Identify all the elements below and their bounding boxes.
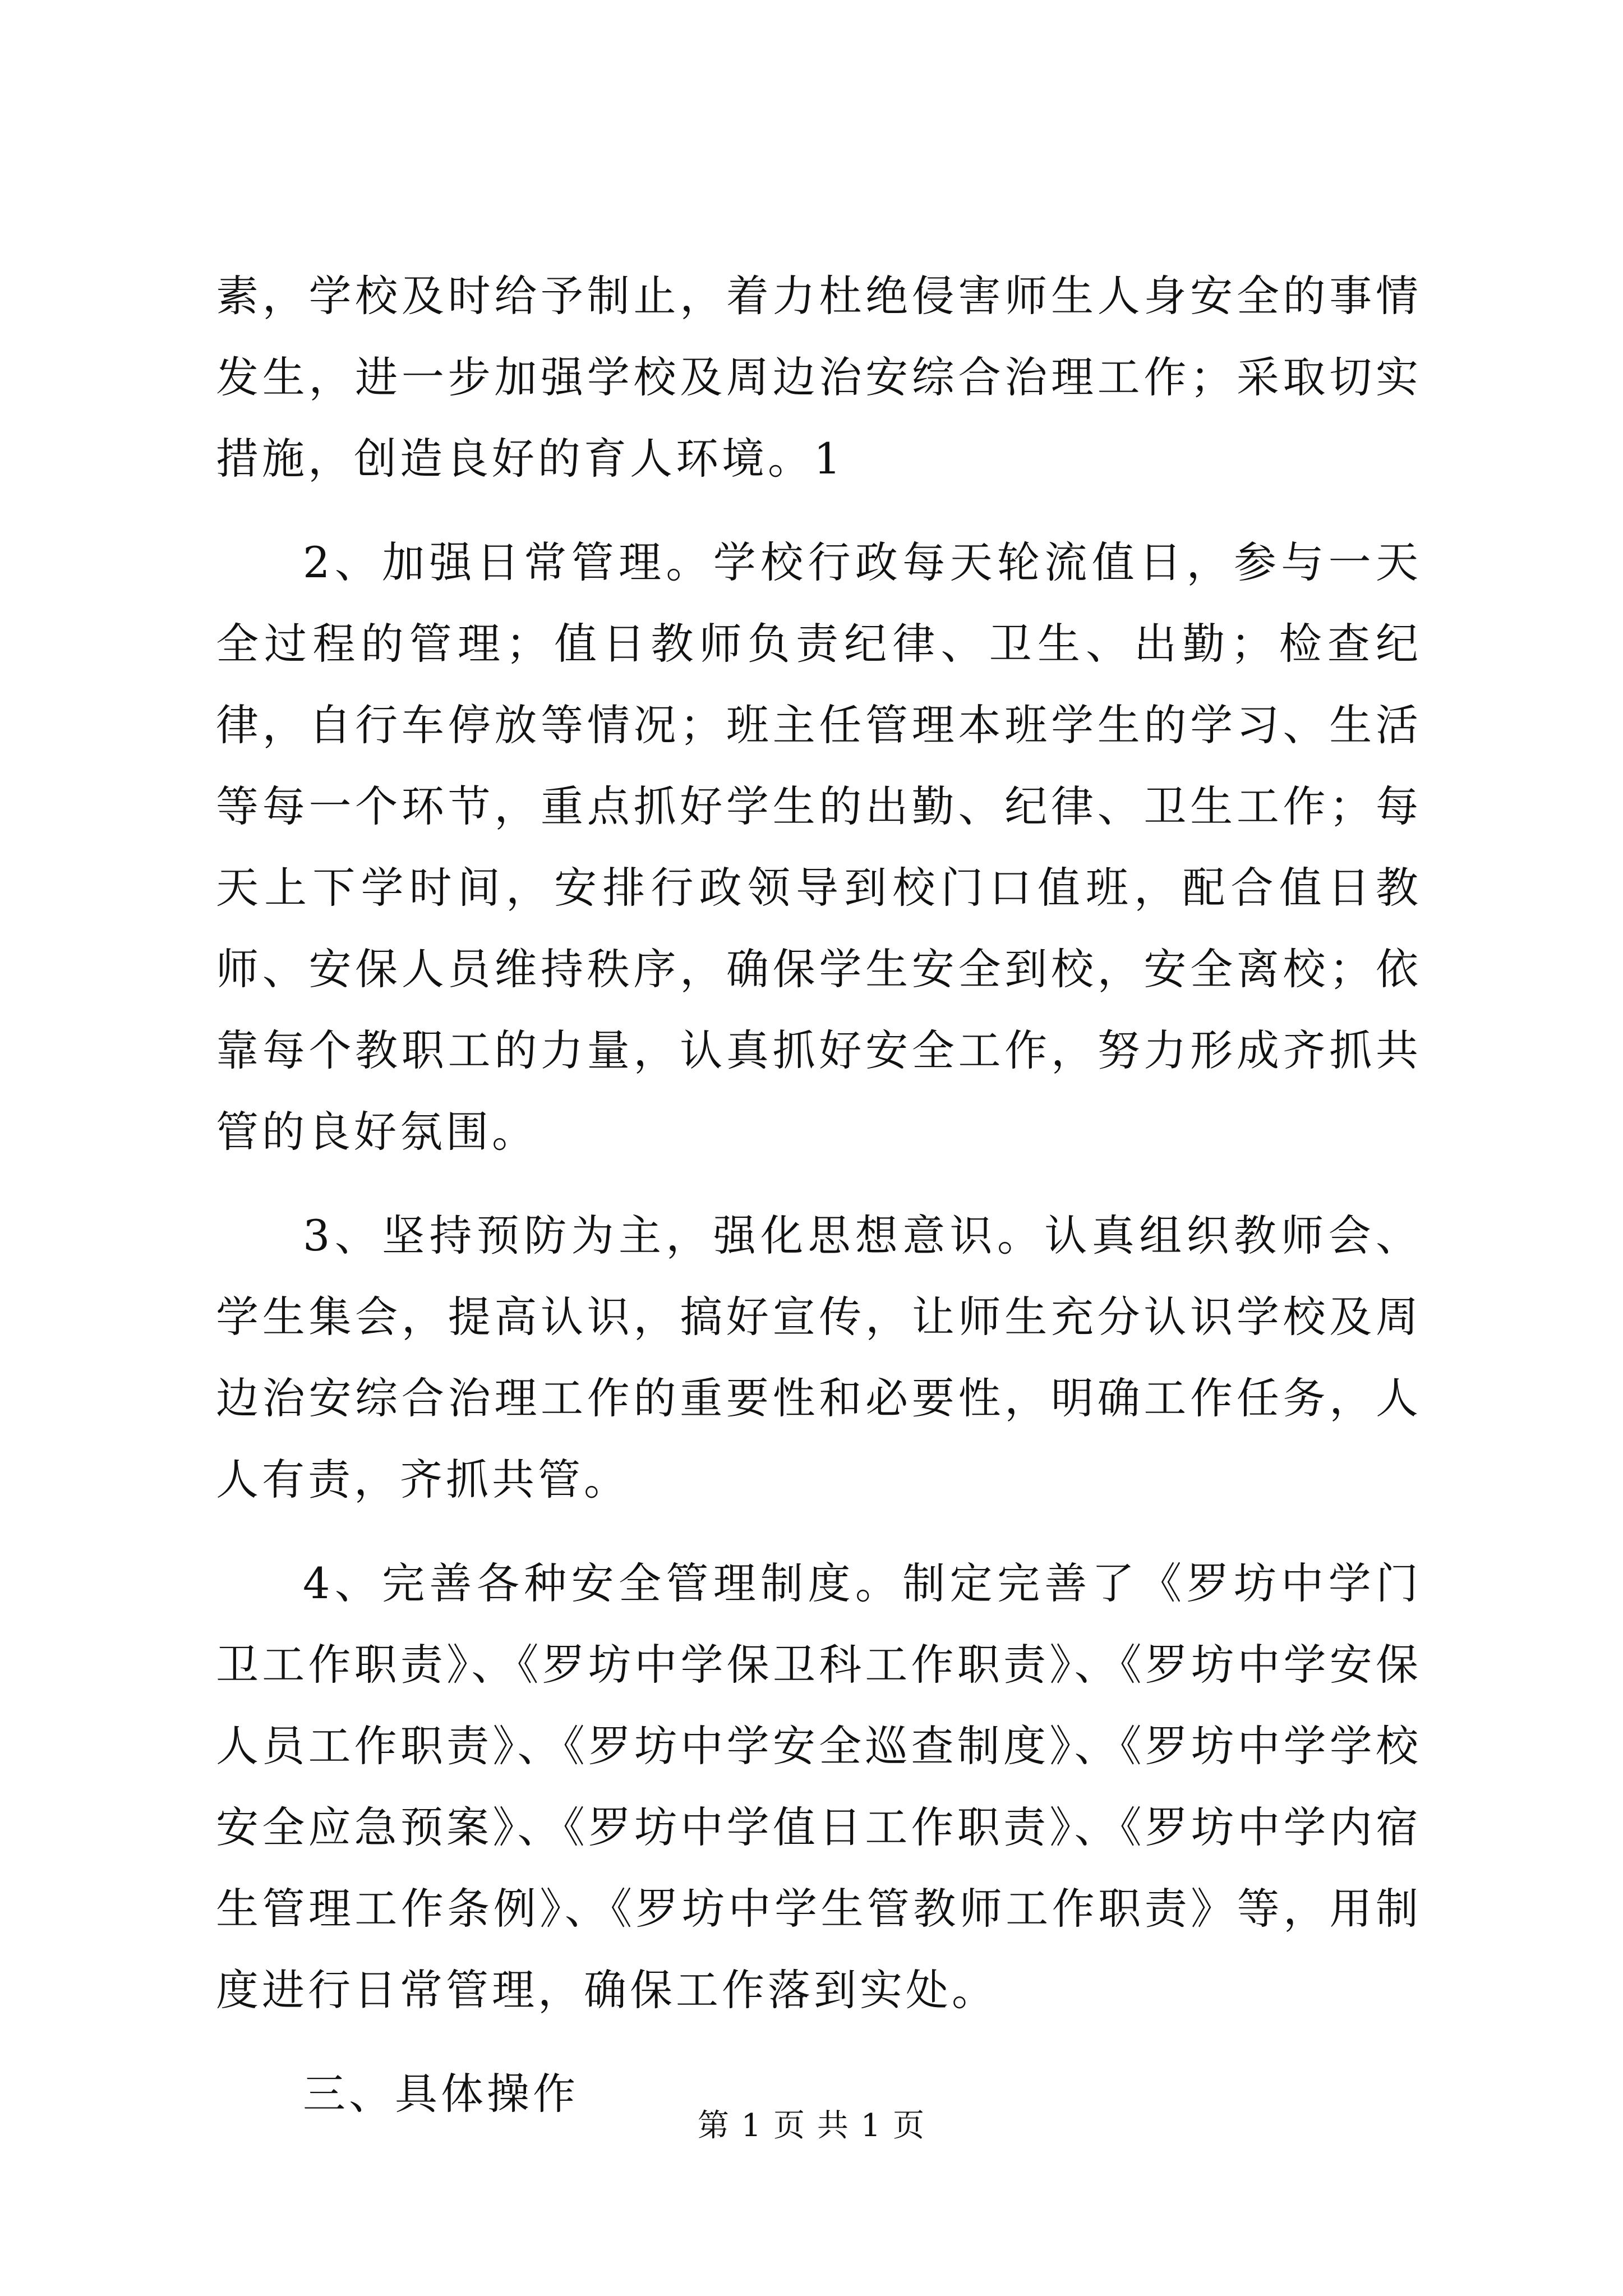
paragraph-continuation: 素，学校及时给予制止，着力杜绝侵害师生人身安全的事情发生，进一步加强学校及周边治安综合治理工作；采取切实措施，创造良好的育人环境。1 (216, 271, 1422, 484)
page-number-label: 第 1 页 共 1 页 (697, 2108, 926, 2144)
section-heading-3: 三、具体操作 (303, 2069, 579, 2119)
paragraph-item-3: 3、坚持预防为主，强化思想意识。认真组织教师会、学生集会，提高认识，搞好宣传，让师生充分认识学校及周边治安综合治理工作的重要性和必要性，明确工作任务，人人有责，齐抓共管。 (216, 1211, 1422, 1504)
paragraph-item-2: 2、加强日常管理。学校行政每天轮流值日，参与一天全过程的管理；值日教师负责纪律、卫生、出勤；检查纪律，自行车停放等情况；班主任管理本班学生的学习、生活等每一个环节，重点抓好学生的出勤、纪律、卫生工作；每天上下学时间，安排行政领导到校门口值班，配合值日教师、安保人员维持秩序，确保学生安全到校，安全离校；依靠每个教职工的力量，认真抓好安全工作，努力形成齐抓共管的良好氛围。 (216, 537, 1422, 1157)
document-body (216, 255, 1422, 2134)
page-footer (0, 2106, 1623, 2146)
paragraph-item-4: 4、完善各种安全管理制度。制定完善了《罗坊中学门卫工作职责》、《罗坊中学保卫科工作职责》、《罗坊中学安保人员工作职责》、《罗坊中学安全巡查制度》、《罗坊中学学校安全应急预案》、《罗坊中学值日工作职责》、《罗坊中学内宿生管理工作条例》、《罗坊中学生管教师工作职责》等，用制度进行日常管理，确保工作落到实处。 (216, 1558, 1422, 2015)
